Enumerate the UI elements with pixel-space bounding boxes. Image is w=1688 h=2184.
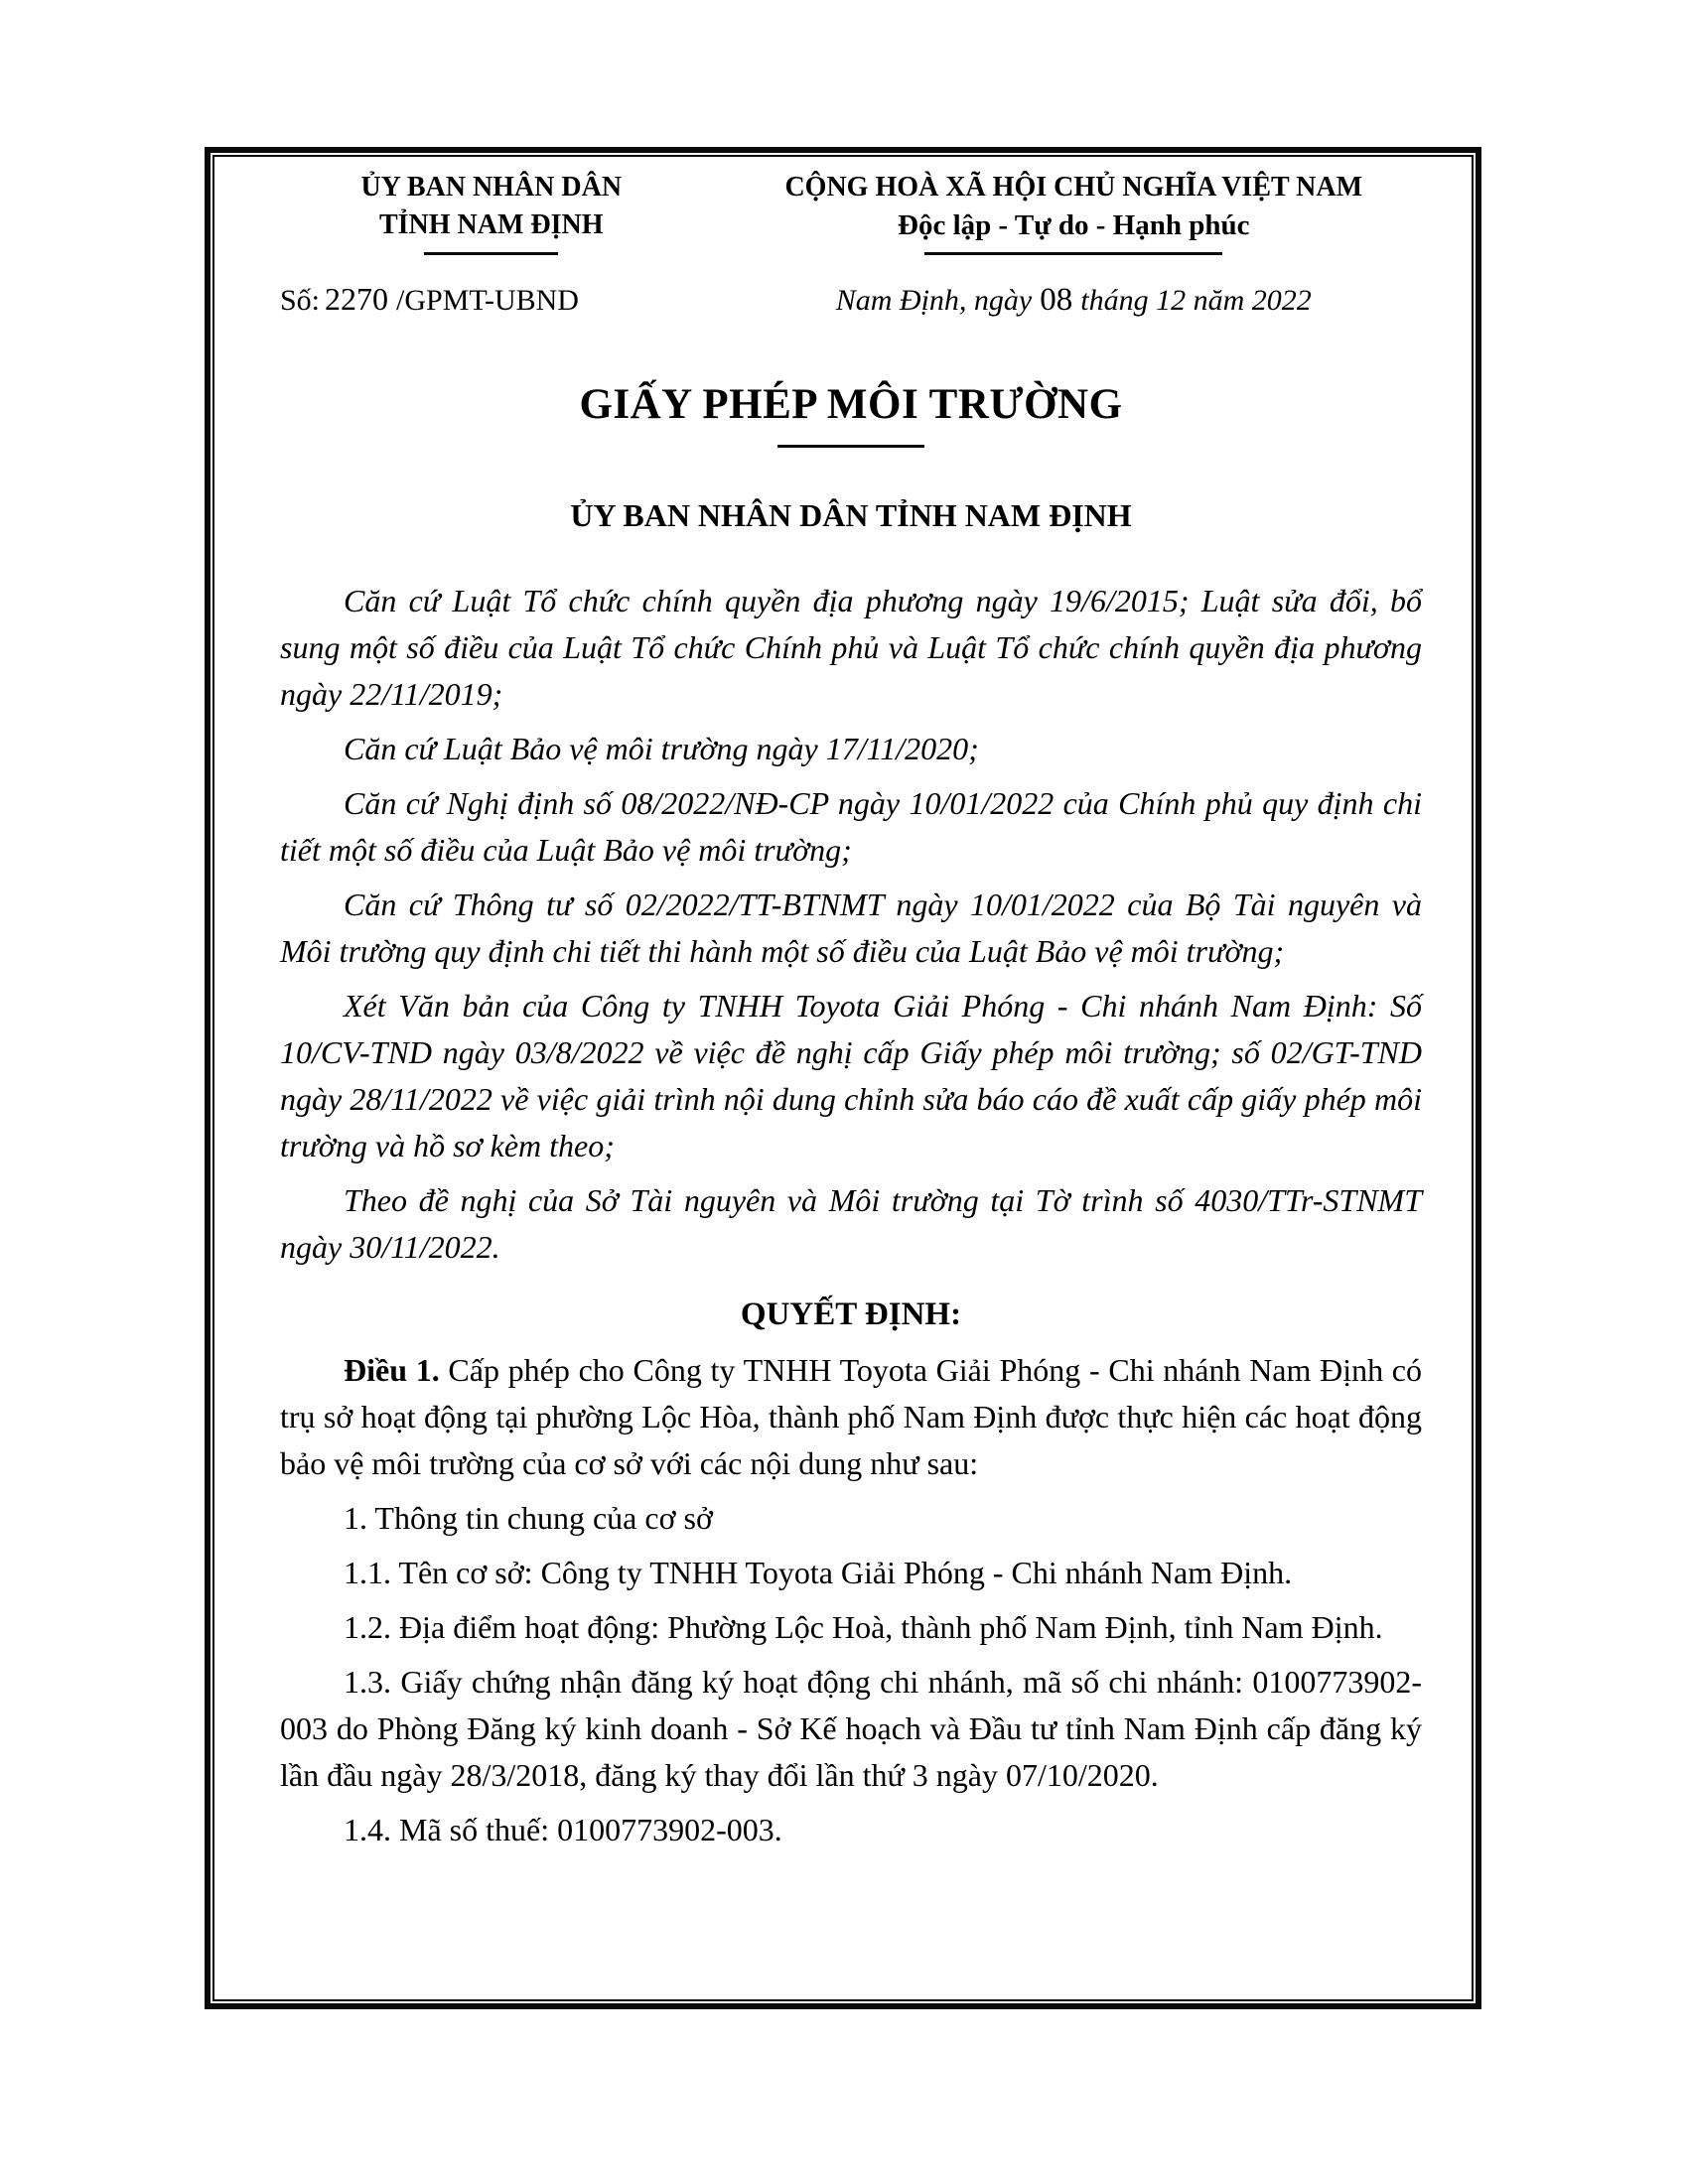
- date-suffix: tháng 12 năm 2022: [1080, 284, 1312, 317]
- clause-item: 1.2. Địa điểm hoạt động: Phường Lộc Hoà, thành phố Nam Định, tỉnh Nam Định.: [344, 1609, 1383, 1645]
- title-underline: [777, 445, 924, 448]
- preamble-paragraph: Căn cứ Thông tư số 02/2022/TT-BTNMT ngày 10/01/2022 của Bộ Tài nguyên và Môi trường quy định chi tiết thi hành một số điều của Luật Bảo vệ môi trường;: [280, 887, 1422, 969]
- clause-item: 1.1. Tên cơ sở: Công ty TNHH Toyota Giải Phóng - Chi nhánh Nam Định.: [344, 1555, 1293, 1590]
- issuing-agency-line2: TỈNH NAM ĐỊNH: [378, 209, 604, 240]
- document-number-value: 2270: [325, 281, 389, 317]
- preamble-paragraph: Căn cứ Luật Tổ chức chính quyền địa phương ngày 19/6/2015; Luật sửa đổi, bổ sung một số điều của Luật Tổ chức Chính phủ và Luật Tổ chức chính quyền địa phương ngày 22/11/2019;: [280, 583, 1422, 712]
- clause-item: 1.4. Mã số thuế: 0100773902-003.: [344, 1812, 782, 1847]
- preamble-section: [280, 578, 1422, 1271]
- document-number: [280, 281, 579, 318]
- issuing-agency-line1: ỦY BAN NHÂN DÂN: [360, 172, 623, 203]
- issuer-underline: [424, 252, 558, 255]
- place-date-line: [726, 282, 1423, 319]
- document-border: [205, 147, 1481, 2009]
- number-date-row: [280, 281, 1422, 319]
- motto-underline: [924, 252, 1222, 255]
- authority-name: ỦY BAN NHÂN DÂN TỈNH NAM ĐỊNH: [570, 497, 1132, 533]
- clause-item: 1.3. Giấy chứng nhận đăng ký hoạt động chi nhánh, mã số chi nhánh: 0100773902-003 do Phòng Đăng ký kinh doanh - Sở Kế hoạch và Đầu tư tỉnh Nam Định cấp đăng ký lần đầu ngày 28/3/2018, đăng ký thay đổi lần thứ 3 ngày 07/10/2020.: [280, 1664, 1422, 1793]
- article-1-paragraph: [280, 1347, 1422, 1487]
- date-prefix: Nam Định, ngày: [835, 284, 1033, 317]
- document-number-prefix: Số:: [280, 284, 321, 317]
- national-name: CỘNG HOÀ XÃ HỘI CHỦ NGHĨA VIỆT NAM: [784, 172, 1363, 203]
- decision-heading: QUYẾT ĐỊNH:: [740, 1297, 962, 1332]
- preamble-paragraph: Căn cứ Nghị định số 08/2022/NĐ-CP ngày 10/01/2022 của Chính phủ quy định chi tiết một số điều của Luật Bảo vệ môi trường;: [280, 785, 1422, 868]
- clause-item: 1. Thông tin chung của cơ sở: [344, 1500, 713, 1536]
- document-page: [212, 155, 1474, 2001]
- preamble-paragraph: Căn cứ Luật Bảo vệ môi trường ngày 17/11/2020;: [344, 731, 979, 766]
- date-day: 08: [1040, 282, 1073, 318]
- document-number-suffix: /GPMT-UBND: [396, 284, 579, 317]
- issuing-agency-block: [280, 169, 703, 255]
- national-header-block: [726, 169, 1423, 255]
- preamble-paragraph: Theo đề nghị của Sở Tài nguyên và Môi trường tại Tờ trình số 4030/TTr-STNMT ngày 30/11/2022.: [280, 1182, 1422, 1265]
- article-1-text: Cấp phép cho Công ty TNHH Toyota Giải Phóng - Chi nhánh Nam Định có trụ sở hoạt động tại phường Lộc Hòa, thành phố Nam Định được thực hiện các hoạt động bảo vệ môi trường của cơ sở với các nội dung như sau:: [280, 1352, 1423, 1481]
- document-title: GIẤY PHÉP MÔI TRƯỜNG: [579, 381, 1123, 428]
- preamble-paragraph: Xét Văn bản của Công ty TNHH Toyota Giải Phóng - Chi nhánh Nam Định: Số 10/CV-TND ngày 03/8/2022 về việc đề nghị cấp Giấy phép môi trường; số 02/GT-TND ngày 28/11/2022 về việc giải trình nội dung chỉnh sửa báo cáo đề xuất cấp giấy phép môi trường và hồ sơ kèm theo;: [280, 988, 1422, 1163]
- national-motto: Độc lập - Tự do - Hạnh phúc: [898, 209, 1250, 241]
- document-header: [280, 169, 1422, 255]
- article-1-label: Điều 1.: [344, 1352, 440, 1388]
